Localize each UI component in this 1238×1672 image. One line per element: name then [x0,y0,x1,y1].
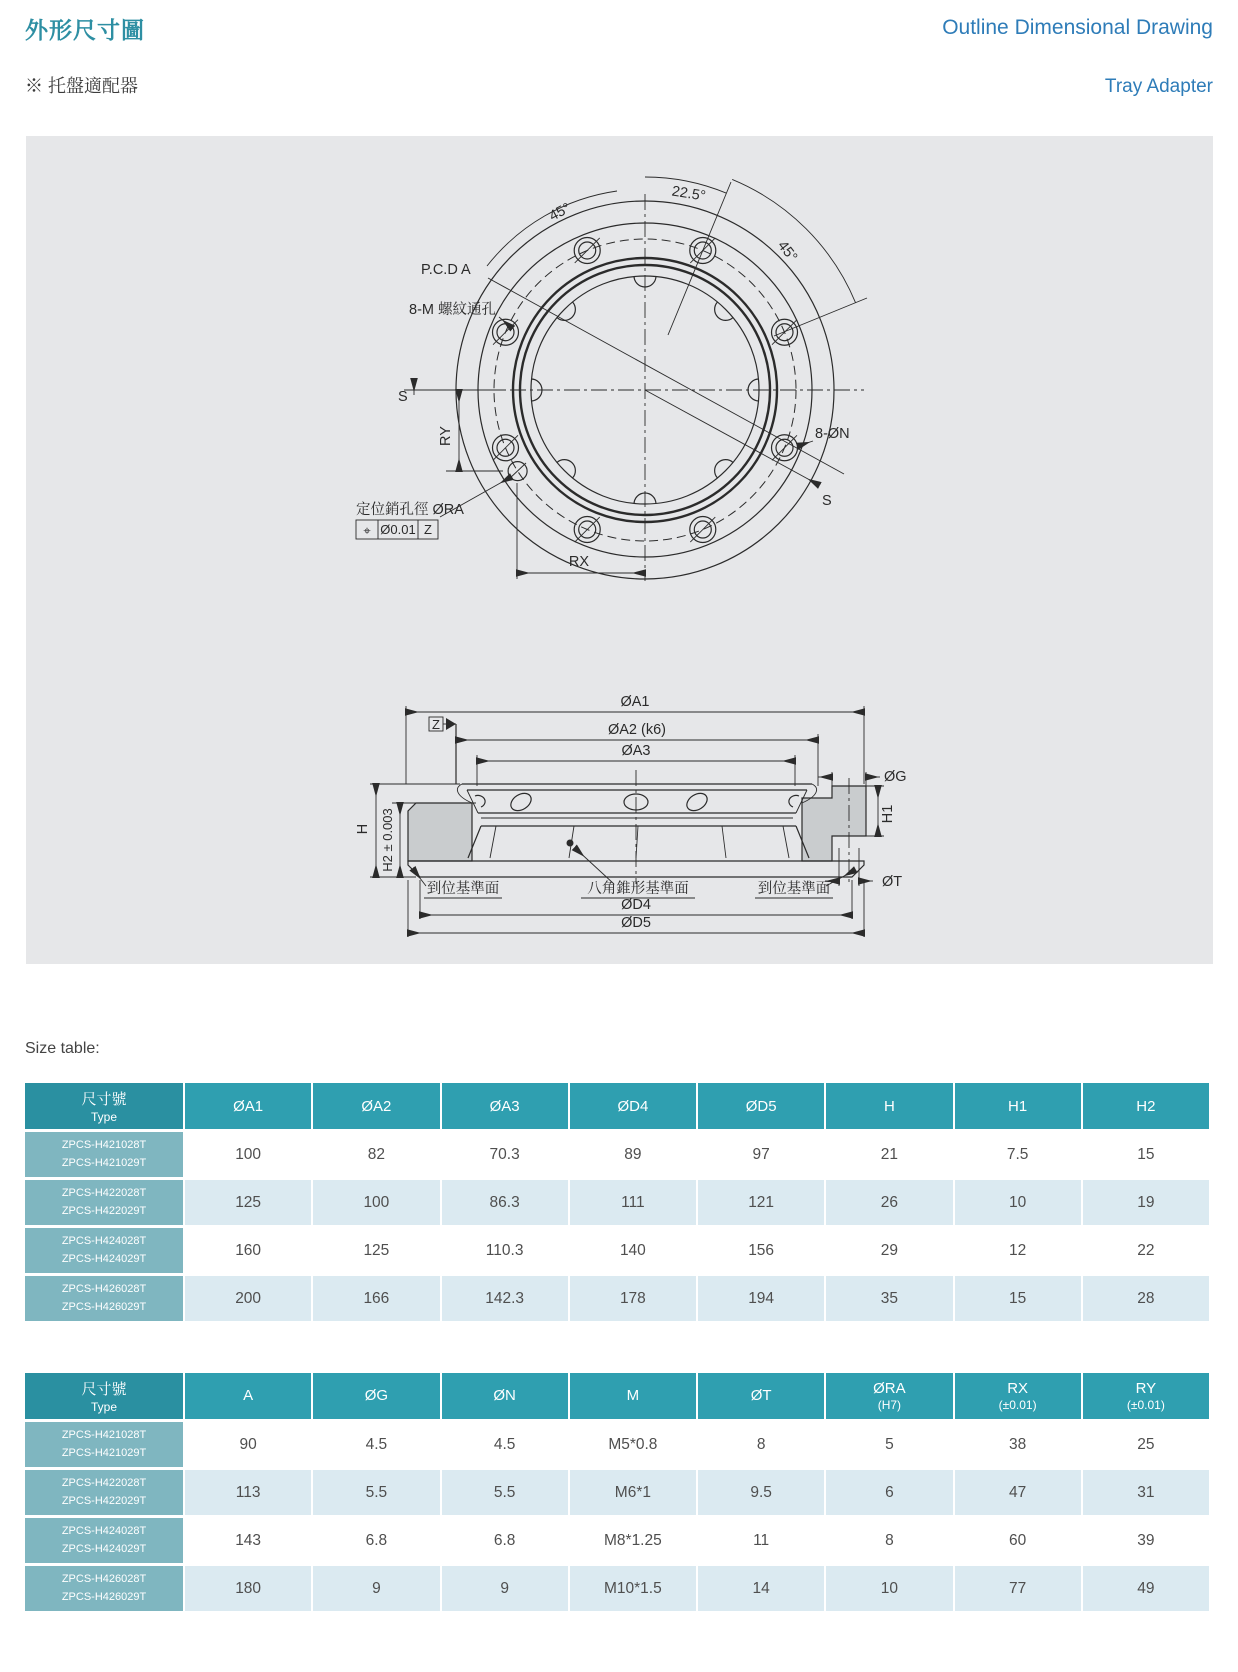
table-row [25,1276,1209,1321]
tolerance-frame [356,520,438,539]
seat-right-callout [755,870,855,898]
pcd-label: P.C.D A [421,262,471,278]
value-cell: 6.8 [442,1518,568,1563]
value-cell: 82 [313,1132,439,1177]
angle-arc-left [487,191,617,266]
cone-band [468,826,809,858]
dimensional-drawing [26,136,1213,964]
pin-hole-label: 定位銷孔徑 ØRA [356,502,464,518]
type-cell: ZPCS-H424028T ZPCS-H424029T [25,1228,183,1273]
a3-label: ØA3 [621,743,651,759]
value-cell: 110.3 [442,1228,568,1273]
table1-col-header: H1 [955,1083,1081,1129]
type-cell: ZPCS-H426028T ZPCS-H426029T [25,1276,183,1321]
page-subtitle-en: Tray Adapter [1104,76,1213,97]
seat-left-callout [413,869,502,898]
ry-label: RY [438,426,454,446]
value-cell: 15 [1083,1132,1209,1177]
angle-45-right-label: 45° [774,237,801,266]
table2-col-header: RY (±0.01) [1083,1373,1209,1419]
table1-col-header: H [826,1083,952,1129]
value-cell: 140 [570,1228,696,1273]
value-cell: 121 [698,1180,824,1225]
table-row [25,1180,1209,1225]
value-cell: 21 [826,1132,952,1177]
left-section-block [408,803,472,861]
table1-type-header: 尺寸號 Type [25,1083,183,1129]
value-cell: 12 [955,1228,1081,1273]
table-row [25,1132,1209,1177]
table2-type-header: 尺寸號 Type [25,1373,183,1419]
value-cell: 47 [955,1470,1081,1515]
tolerance-value: Ø0.01 [380,522,416,537]
value-cell: 70.3 [442,1132,568,1177]
table2-col-header: A [185,1373,311,1419]
type-cell: ZPCS-H421028T ZPCS-H421029T [25,1422,183,1467]
tolerance-datum: Z [424,522,432,537]
table1-col-header: H2 [1083,1083,1209,1129]
value-cell: 86.3 [442,1180,568,1225]
value-cell: 156 [698,1228,824,1273]
table1-col-header: ØA2 [313,1083,439,1129]
value-cell: 19 [1083,1180,1209,1225]
value-cell: 35 [826,1276,952,1321]
value-cell: 180 [185,1566,311,1611]
value-cell: 5.5 [442,1470,568,1515]
tolerance-symbol: ⌖ [363,523,371,538]
table2-col-header: ØRA (H7) [826,1373,952,1419]
table2-col-header: ØG [313,1373,439,1419]
size-table-1 [23,1080,1211,1324]
h2-label: H2 ± 0.003 [380,808,395,872]
g-label: ØG [884,769,907,785]
datum-z-label: Z [432,717,440,732]
value-cell: 166 [313,1276,439,1321]
a1-label: ØA1 [620,694,650,710]
datum-z-flag [429,717,456,784]
value-cell: 113 [185,1470,311,1515]
angle-22-5-label: 22.5° [670,183,707,205]
type-cell: ZPCS-H422028T ZPCS-H422029T [25,1470,183,1515]
value-cell: 125 [185,1180,311,1225]
h1-label: H1 [880,804,896,824]
value-cell: 6 [826,1470,952,1515]
value-cell: 10 [955,1180,1081,1225]
size-table-2 [23,1370,1211,1614]
type-cell: ZPCS-H426028T ZPCS-H426029T [25,1566,183,1611]
value-cell: 160 [185,1228,311,1273]
pin-hole [508,462,527,481]
value-cell: 9.5 [698,1470,824,1515]
value-cell: 8 [826,1518,952,1563]
table-row [25,1228,1209,1273]
value-cell: 200 [185,1276,311,1321]
angle-45-left-label: 45° [546,200,574,225]
section-s-right-label: S [822,493,832,509]
table2-col-header: ØT [698,1373,824,1419]
value-cell: 39 [1083,1518,1209,1563]
value-cell: 60 [955,1518,1081,1563]
value-cell: M8*1.25 [570,1518,696,1563]
value-cell: 9 [313,1566,439,1611]
value-cell: 25 [1083,1422,1209,1467]
value-cell: 49 [1083,1566,1209,1611]
value-cell: 100 [185,1132,311,1177]
table2-col-header: M [570,1373,696,1419]
value-cell: M6*1 [570,1470,696,1515]
table-row [25,1518,1209,1563]
seat-right-label: 到位基準面 [757,881,831,897]
thread-holes-label: 8-M 螺紋通孔 [409,302,496,318]
side-view [355,694,907,937]
table-row [25,1566,1209,1611]
value-cell: 125 [313,1228,439,1273]
d5-label: ØD5 [621,915,651,931]
cone-ref-dot [567,840,574,847]
page-title-zh: 外形尺寸圖 [25,17,145,43]
section-s-left-label: S [398,389,408,405]
value-cell: M10*1.5 [570,1566,696,1611]
table1-col-header: ØD5 [698,1083,824,1129]
value-cell: 14 [698,1566,824,1611]
value-cell: 5 [826,1422,952,1467]
value-cell: 194 [698,1276,824,1321]
value-cell: 10 [826,1566,952,1611]
value-cell: 97 [698,1132,824,1177]
drawing-panel [26,136,1213,964]
value-cell: 22 [1083,1228,1209,1273]
type-cell: ZPCS-H422028T ZPCS-H422029T [25,1180,183,1225]
value-cell: 4.5 [442,1422,568,1467]
t-label: ØT [882,874,903,890]
table2-col-header: RX (±0.01) [955,1373,1081,1419]
table2-header-row [25,1373,1209,1419]
cone-ref-label: 八角錐形基準面 [587,881,689,897]
table1-header-row [25,1083,1209,1129]
page-title-en: Outline Dimensional Drawing [942,16,1213,39]
value-cell: 15 [955,1276,1081,1321]
rx-label: RX [568,554,590,570]
value-cell: 9 [442,1566,568,1611]
value-cell: 5.5 [313,1470,439,1515]
value-cell: M5*0.8 [570,1422,696,1467]
table-row [25,1470,1209,1515]
value-cell: 11 [698,1518,824,1563]
value-cell: 89 [570,1132,696,1177]
value-cell: 142.3 [442,1276,568,1321]
table1-col-header: ØA3 [442,1083,568,1129]
value-cell: 28 [1083,1276,1209,1321]
cone-ref-callout [575,848,695,898]
type-cell: ZPCS-H421028T ZPCS-H421029T [25,1132,183,1177]
table-row [25,1422,1209,1467]
n-holes-label: 8-ØN [815,426,850,442]
angle-arc-right [732,179,855,302]
value-cell: 29 [826,1228,952,1273]
size-table-label: Size table: [25,1040,100,1057]
h-label: H [355,823,371,835]
d4-label: ØD4 [621,897,651,913]
top-view [356,177,867,581]
value-cell: 77 [955,1566,1081,1611]
value-cell: 90 [185,1422,311,1467]
table1-col-header: ØA1 [185,1083,311,1129]
value-cell: 143 [185,1518,311,1563]
table2-col-header: ØN [442,1373,568,1419]
value-cell: 111 [570,1180,696,1225]
page-subtitle-zh: ※ 托盤適配器 [25,76,139,96]
value-cell: 100 [313,1180,439,1225]
value-cell: 31 [1083,1470,1209,1515]
value-cell: 26 [826,1180,952,1225]
value-cell: 4.5 [313,1422,439,1467]
slope-holes [475,790,799,814]
table1-col-header: ØD4 [570,1083,696,1129]
value-cell: 8 [698,1422,824,1467]
value-cell: 38 [955,1422,1081,1467]
value-cell: 178 [570,1276,696,1321]
type-cell: ZPCS-H424028T ZPCS-H424029T [25,1518,183,1563]
seat-left-label: 到位基準面 [426,881,500,897]
value-cell: 7.5 [955,1132,1081,1177]
value-cell: 6.8 [313,1518,439,1563]
a2-label: ØA2 (k6) [607,722,667,738]
